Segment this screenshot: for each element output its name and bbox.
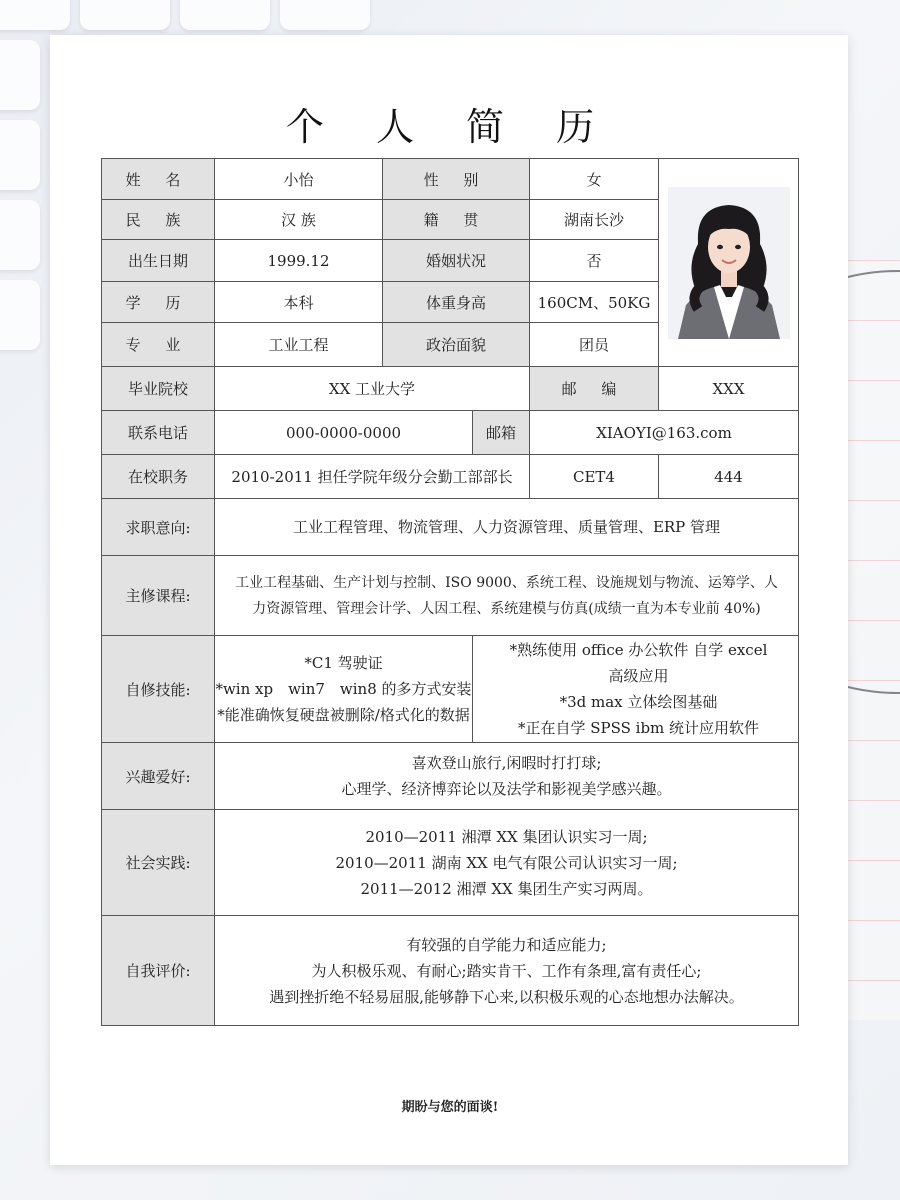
keyboard-key [0, 0, 70, 30]
portrait-image [668, 187, 790, 339]
education-value: 本科 [215, 282, 383, 323]
birth-label: 出生日期 [102, 240, 215, 282]
birth-value: 1999.12 [215, 240, 383, 282]
origin-value: 湖南长沙 [530, 200, 659, 240]
practice-value [215, 810, 799, 916]
self-eval-value [215, 916, 799, 1026]
job-intent-label: 求职意向: [102, 499, 215, 556]
name-value: 小怡 [215, 159, 383, 200]
body-label: 体重身高 [383, 282, 530, 323]
table-row [102, 411, 799, 455]
self-eval-line: 为人积极乐观、有耐心;踏实肯干、工作有条理,富有责任心; [311, 961, 702, 980]
practice-line: 2011—2012 湘潭 XX 集团生产实习两周。 [360, 879, 653, 898]
resume-table [101, 158, 799, 1026]
keyboard-key [0, 200, 40, 270]
table-row [102, 556, 799, 636]
practice-line: 2010—2011 湘潭 XX 集团认识实习一周; [365, 827, 648, 846]
hobbies-value [215, 743, 799, 810]
phone-value: 000-0000-0000 [215, 411, 473, 455]
photo-cell [659, 159, 799, 367]
phone-label: 联系电话 [102, 411, 215, 455]
political-label: 政治面貌 [383, 323, 530, 367]
position-value: 2010-2011 担任学院年级分会勤工部部长 [215, 455, 530, 499]
courses-label: 主修课程: [102, 556, 215, 636]
cet-label: CET4 [530, 455, 659, 499]
keyboard-key [180, 0, 270, 30]
origin-label: 籍 贯 [383, 200, 530, 240]
self-eval-line: 有较强的自学能力和适应能力; [406, 935, 607, 954]
email-label: 邮箱 [473, 411, 530, 455]
hobby-line: 喜欢登山旅行,闲暇时打打球; [411, 754, 602, 772]
marital-value: 否 [530, 240, 659, 282]
ethnicity-value: 汉 族 [215, 200, 383, 240]
self-eval-line: 遇到挫折绝不轻易屈服,能够静下心来,以积极乐观的心态地想办法解决。 [269, 987, 744, 1006]
closing-note: 期盼与您的面谈! [401, 1100, 499, 1115]
name-label: 姓 名 [102, 159, 215, 200]
courses-line: 力资源管理、管理会计学、人因工程、系统建模与仿真(成绩一直为本专业前 40%) [252, 600, 761, 617]
email-value: XIAOYI@163.com [530, 411, 799, 455]
postcode-label: 邮 编 [530, 367, 659, 411]
page-title: 个 人 简 历 [285, 105, 615, 149]
practice-label: 社会实践: [102, 810, 215, 916]
postcode-value: XXX [659, 367, 799, 411]
keyboard-key [280, 0, 370, 30]
keyboard-key [0, 280, 40, 350]
skills-right [473, 636, 799, 743]
table-row [102, 455, 799, 499]
cet-value: 444 [659, 455, 799, 499]
table-row [102, 810, 799, 916]
keyboard-key [80, 0, 170, 30]
skill-item: *3d max 立体绘图基础 [559, 693, 718, 711]
major-label: 专 业 [102, 323, 215, 367]
courses-value [215, 556, 799, 636]
courses-line: 工业工程基础、生产计划与控制、ISO 9000、系统工程、设施规划与物流、运筹学、人 [235, 574, 778, 591]
profile-photo [668, 187, 790, 339]
major-value: 工业工程 [215, 323, 383, 367]
school-label: 毕业院校 [102, 367, 215, 411]
table-row [102, 636, 799, 743]
skill-item: *正在自学 SPSS ibm 统计应用软件 [517, 719, 760, 737]
skill-item: *能准确恢复硬盘被删除/格式化的数据 [217, 706, 470, 724]
gender-value: 女 [530, 159, 659, 200]
job-intent-value: 工业工程管理、物流管理、人力资源管理、质量管理、ERP 管理 [215, 499, 799, 556]
hobbies-label: 兴趣爱好: [102, 743, 215, 810]
ethnicity-label: 民 族 [102, 200, 215, 240]
skill-item: 高级应用 [608, 667, 669, 685]
position-label: 在校职务 [102, 455, 215, 499]
body-value: 160CM、50KG [530, 282, 659, 323]
table-row [102, 159, 799, 200]
table-row [102, 367, 799, 411]
school-value: XX 工业大学 [215, 367, 530, 411]
table-row [102, 916, 799, 1026]
marital-label: 婚姻状况 [383, 240, 530, 282]
hobby-line: 心理学、经济博弈论以及法学和影视美学感兴趣。 [341, 780, 672, 798]
self-eval-label: 自我评价: [102, 916, 215, 1026]
skill-item: *熟练使用 office 办公软件 自学 excel [509, 641, 768, 659]
table-row [102, 499, 799, 556]
skills-left [215, 636, 473, 743]
political-value: 团员 [530, 323, 659, 367]
skills-label: 自修技能: [102, 636, 215, 743]
gender-label: 性 别 [383, 159, 530, 200]
skill-item: *C1 驾驶证 [304, 654, 383, 672]
education-label: 学 历 [102, 282, 215, 323]
practice-line: 2010—2011 湖南 XX 电气有限公司认识实习一周; [335, 853, 678, 872]
skill-item: *win xp win7 win8 的多方式安装 [215, 680, 472, 698]
table-row [102, 743, 799, 810]
